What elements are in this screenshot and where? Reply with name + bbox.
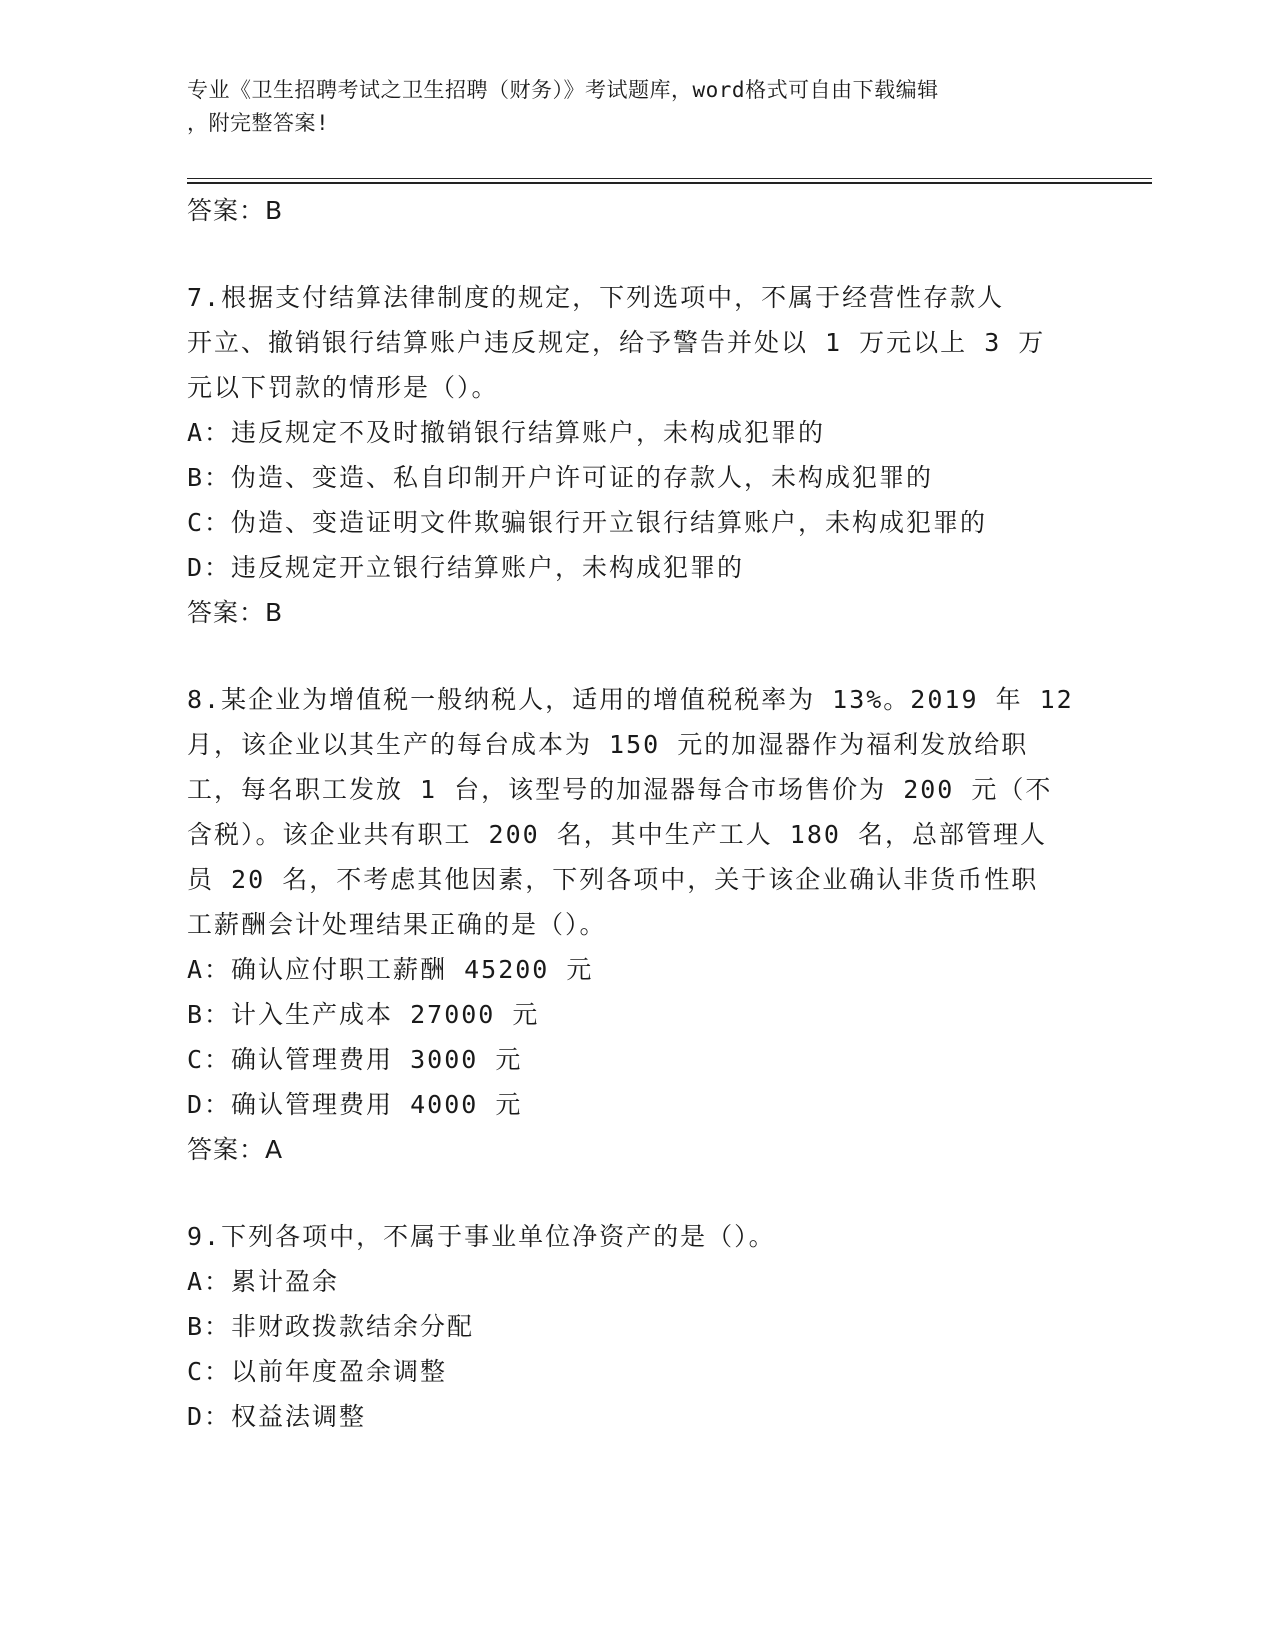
header-divider-thick [187, 182, 1152, 184]
question-stem-line: 员 20 名，不考虑其他因素，下列各项中，关于该企业确认非货币性职 [187, 865, 1039, 894]
header-line-2: ，附完整答案! [187, 111, 330, 135]
answer: 答案：A [187, 1135, 284, 1164]
option-d: D：确认管理费用 4000 元 [187, 1090, 523, 1119]
option-b: B：计入生产成本 27000 元 [187, 1000, 540, 1029]
question-8 [187, 677, 1087, 1172]
previous-answer: 答案：B [187, 196, 284, 225]
option-d: D：违反规定开立银行结算账户，未构成犯罪的 [187, 553, 745, 582]
option-b: B：非财政拨款结余分配 [187, 1312, 475, 1341]
header-line-1: 专业《卫生招聘考试之卫生招聘（财务）》考试题库，word格式可自由下载编辑 [187, 78, 939, 102]
header-divider-thin [187, 178, 1152, 179]
question-stem-line: 工，每名职工发放 1 台，该型号的加湿器每合市场售价为 200 元（不 [187, 775, 1053, 804]
answer: 答案：B [187, 598, 284, 627]
option-a: A：确认应付职工薪酬 45200 元 [187, 955, 594, 984]
spacer [187, 233, 1087, 275]
option-a: A：累计盈余 [187, 1267, 340, 1296]
question-9 [187, 1214, 1087, 1439]
option-c: C：伪造、变造证明文件欺骗银行开立银行结算账户，未构成犯罪的 [187, 508, 988, 537]
question-stem-line: 月，该企业以其生产的每台成本为 150 元的加湿器作为福利发放给职 [187, 730, 1029, 759]
question-stem-line: 7.根据支付结算法律制度的规定，下列选项中，不属于经营性存款人 [187, 283, 1005, 312]
option-c: C：确认管理费用 3000 元 [187, 1045, 523, 1074]
document-header [187, 74, 1067, 140]
question-stem-line: 9.下列各项中，不属于事业单位净资产的是（）。 [187, 1222, 776, 1251]
question-7 [187, 275, 1087, 635]
option-a: A：违反规定不及时撤销银行结算账户，未构成犯罪的 [187, 418, 826, 447]
question-stem-line: 开立、撤销银行结算账户违反规定，给予警告并处以 1 万元以上 3 万 [187, 328, 1046, 357]
question-stem-line: 含税）。该企业共有职工 200 名，其中生产工人 180 名，总部管理人 [187, 820, 1048, 849]
option-d: D：权益法调整 [187, 1402, 367, 1431]
spacer [187, 635, 1087, 677]
question-stem-line: 8.某企业为增值税一般纳税人，适用的增值税税率为 13%。2019 年 12 [187, 685, 1074, 714]
question-stem-line: 工薪酬会计处理结果正确的是（）。 [187, 910, 607, 939]
question-stem-line: 元以下罚款的情形是（）。 [187, 373, 499, 402]
spacer [187, 1172, 1087, 1214]
option-b: B：伪造、变造、私自印制开户许可证的存款人，未构成犯罪的 [187, 463, 934, 492]
option-c: C：以前年度盈余调整 [187, 1357, 448, 1386]
document-body [187, 188, 1087, 1439]
